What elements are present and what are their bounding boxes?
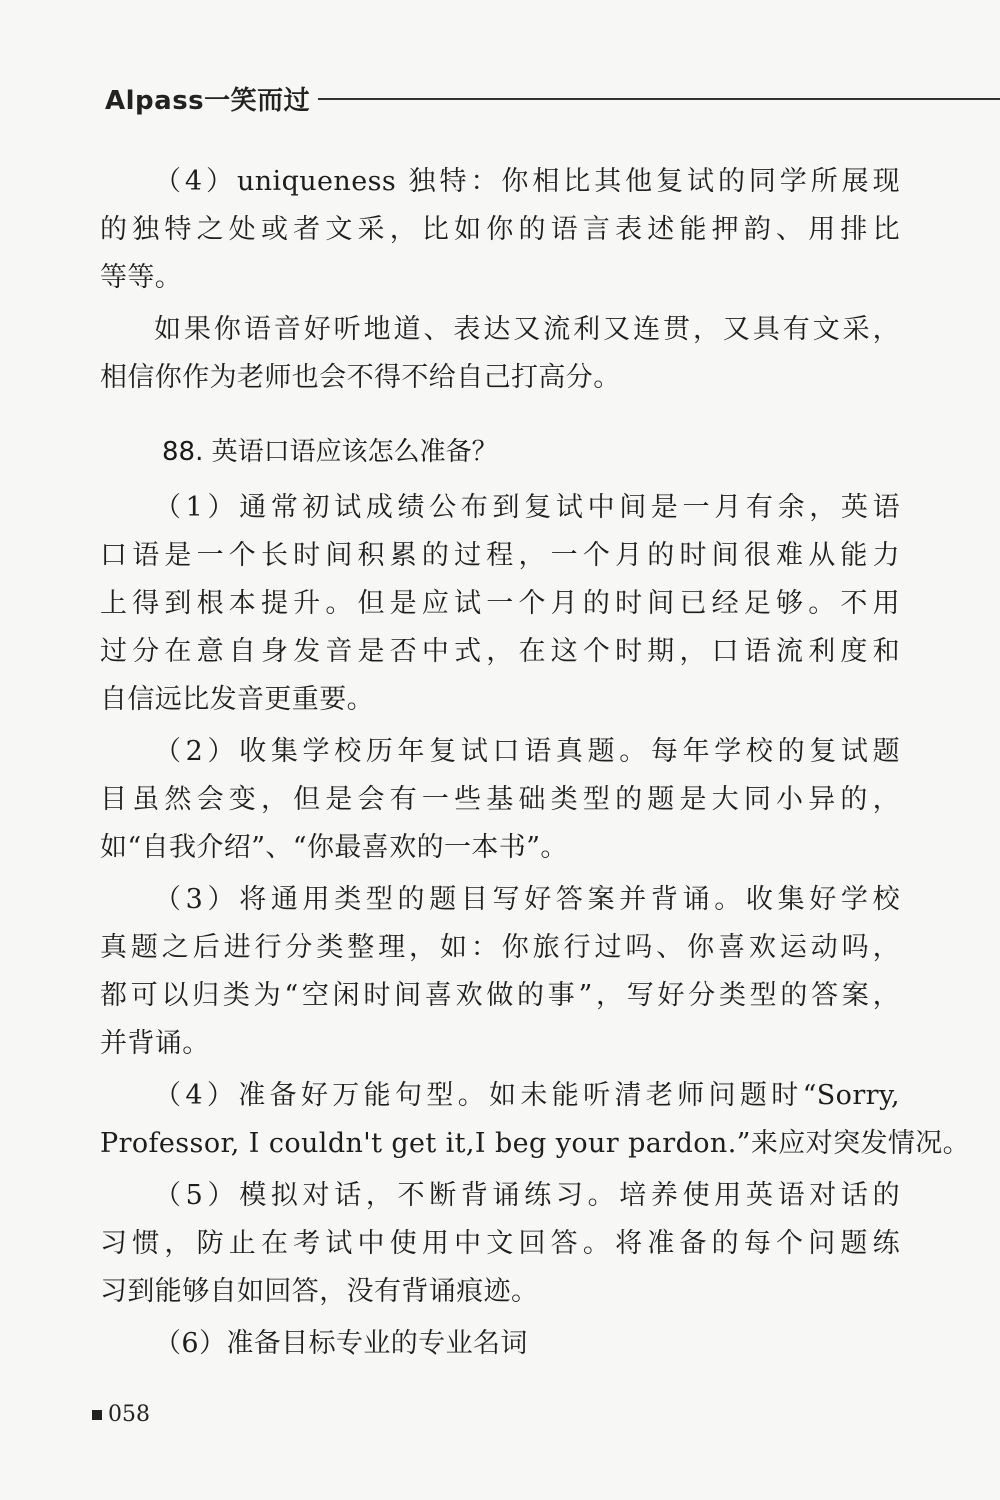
body-text: [100, 158, 971, 1372]
text-line: 上得到根本提升。但是应试一个月的时间已经足够。不用: [100, 588, 900, 619]
text-line: 相信你作为老师也会不得不给自己打高分。: [100, 362, 621, 393]
paragraph-item-5: [100, 1172, 900, 1316]
page-number: 058: [108, 1402, 150, 1427]
text-line: （1）通常初试成绩公布到复试中间是一月有余，英语: [154, 492, 900, 523]
paragraph-item-3: [100, 876, 900, 1068]
paragraph-conclusion: [100, 306, 900, 402]
text-line: （6）准备目标专业的专业名词: [154, 1328, 528, 1359]
text-line: Professor, I couldn't get it,I beg your pardon.”来应对突发情况。: [100, 1128, 971, 1159]
text-line: 等等。: [100, 262, 183, 293]
text-line: （2）收集学校历年复试口语真题。每年学校的复试题: [154, 736, 900, 767]
text-line: 习惯，防止在考试中使用中文回答。将准备的每个问题练: [100, 1228, 900, 1259]
section-heading: 88. 英语口语应该怎么准备？: [162, 437, 498, 467]
text-line: 过分在意自身发音是否中式，在这个时期，口语流利度和: [100, 636, 900, 667]
text-line: （4）uniqueness 独特：你相比其他复试的同学所展现: [154, 166, 900, 197]
text-line: 如“自我介绍”、“你最喜欢的一本书”。: [100, 832, 568, 863]
text-line: 并背诵。: [100, 1028, 210, 1059]
running-header: [105, 78, 310, 118]
text-line: 自信远比发音更重要。: [100, 684, 374, 715]
text-line: （5）模拟对话，不断背诵练习。培养使用英语对话的: [154, 1180, 900, 1211]
paragraph-item-6: [100, 1320, 900, 1368]
paragraph-item-1: [100, 484, 900, 724]
text-line: 的独特之处或者文采，比如你的语言表述能押韵、用排比: [100, 214, 900, 245]
paragraph-item-2: [100, 728, 900, 872]
text-line: 真题之后进行分类整理，如：你旅行过吗、你喜欢运动吗，: [100, 932, 900, 963]
text-line: 习到能够自如回答，没有背诵痕迹。: [100, 1276, 539, 1307]
text-line: （3）将通用类型的题目写好答案并背诵。收集好学校: [154, 884, 900, 915]
page-footer: [92, 1402, 150, 1427]
text-line: 目虽然会变，但是会有一些基础类型的题是大同小异的，: [100, 784, 900, 815]
paragraph-uniqueness: [100, 158, 900, 302]
text-line: 都可以归类为“空闲时间喜欢做的事”，写好分类型的答案，: [100, 980, 900, 1011]
header-rule: [318, 98, 1000, 100]
brand-logo-text: Alpass一笑而过: [105, 85, 311, 116]
paragraph-item-4: [100, 1072, 971, 1168]
text-line: （4）准备好万能句型。如未能听清老师问题时“Sorry,: [154, 1080, 900, 1111]
text-line: 口语是一个长时间积累的过程，一个月的时间很难从能力: [100, 540, 900, 571]
text-line: 如果你语音好听地道、表达又流利又连贯，又具有文采，: [154, 314, 900, 345]
square-bullet-icon: [92, 1410, 102, 1420]
